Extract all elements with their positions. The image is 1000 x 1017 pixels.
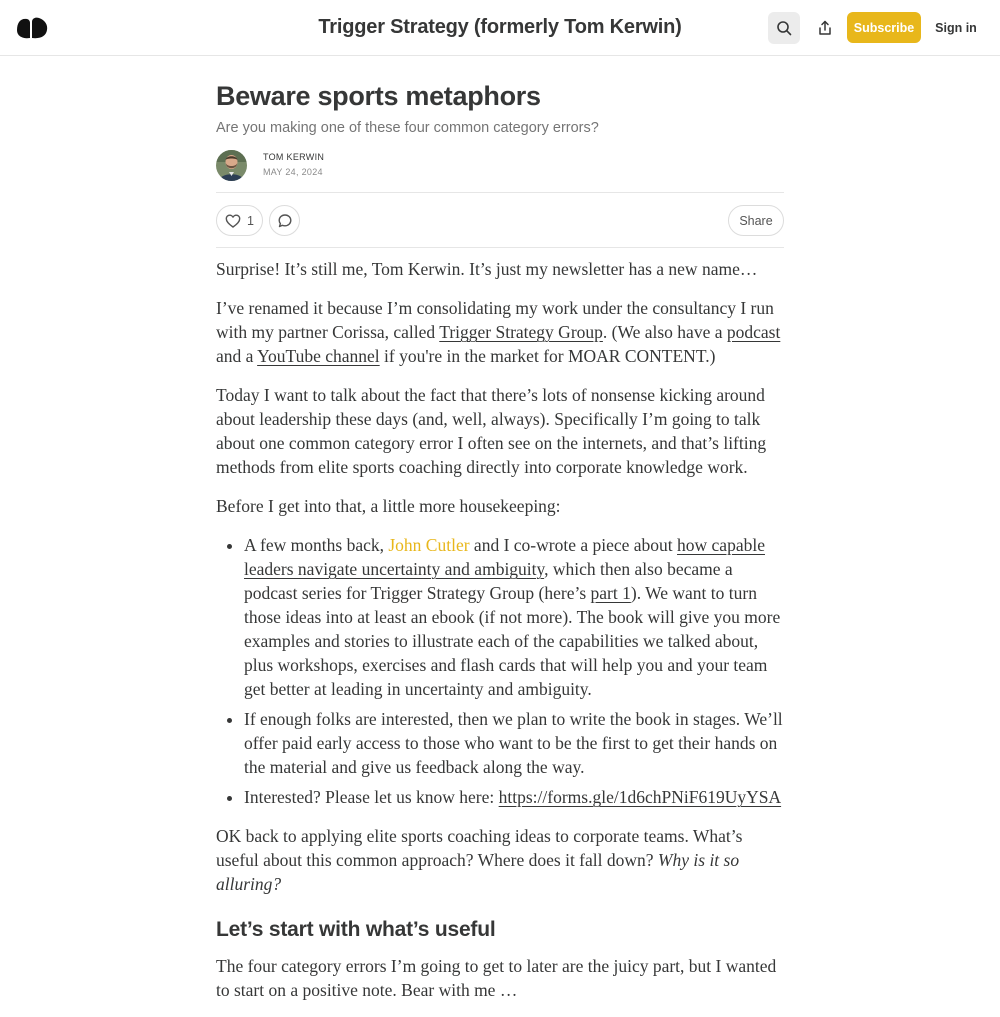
list-item	[244, 785, 784, 809]
post-date: MAY 24, 2024	[263, 167, 323, 177]
text: and a	[216, 346, 258, 366]
share-button[interactable]	[809, 12, 841, 44]
text: ). We want to turn those ideas into at least an ebook (if not more). The book will give you more examples and stories to illustrate each of the capabilities we talked about, plus workshops, exercises and flash cards that will help you and your team get better at leading in uncertainty and ambiguity.	[244, 583, 781, 699]
share-icon	[817, 20, 833, 36]
text: if you're in the market for MOAR CONTENT.)	[379, 346, 716, 366]
like-button[interactable]	[216, 205, 263, 236]
comment-icon	[277, 213, 293, 229]
post-actions-bar	[216, 192, 784, 248]
paragraph-4: Before I get into that, a little more housekeeping:	[216, 496, 561, 516]
post-title: Beware sports metaphors	[216, 81, 541, 111]
john-cutler-link[interactable]: John Cutler	[388, 535, 470, 555]
part-1-link[interactable]: part 1	[590, 583, 631, 603]
comment-button[interactable]	[269, 205, 300, 236]
author-avatar[interactable]	[216, 150, 247, 181]
paragraph-6: The four category errors I’m going to get to later are the juicy part, but I wanted to start on a positive note. Bear with me …	[216, 956, 777, 1000]
heart-icon	[225, 213, 241, 229]
subscribe-button[interactable]: Subscribe	[847, 12, 921, 43]
share-post-button[interactable]: Share	[728, 205, 784, 236]
search-button[interactable]	[768, 12, 800, 44]
text: , which then also became a podcast series for Trigger Strategy Group (here’s	[244, 559, 733, 603]
paragraph-3: Today I want to talk about the fact that there’s lots of nonsense kicking around about leadership these days (and, well, always). Specifically I’m going to talk about one common category error I often see on the internets, and that’s lifting methods from elite sports coaching directly into corporate knowledge work.	[216, 385, 767, 477]
author-name[interactable]: TOM KERWIN	[263, 152, 325, 162]
top-navigation-bar	[0, 0, 1000, 56]
text: OK back to applying elite sports coaching ideas to corporate teams. What’s useful about this common approach? Where does it fall down?	[216, 826, 743, 870]
text: A few months back,	[244, 535, 389, 555]
text: Interested? Please let us know here:	[244, 787, 499, 807]
publication-title[interactable]: Trigger Strategy (formerly Tom Kerwin)	[318, 16, 682, 38]
capable-leaders-link[interactable]: how capable leaders navigate uncertainty and ambiguity	[244, 535, 765, 579]
list-item: • If enough folks are interested, then we plan to write the book in stages. We’ll offer paid early access to those who want to be the first to get their hands on the material and give us feedback along the way.	[244, 707, 784, 779]
section-heading: Let’s start with what’s useful	[216, 918, 496, 941]
list-item	[244, 533, 784, 701]
podcast-link[interactable]: podcast	[726, 322, 781, 342]
post-body	[216, 257, 784, 1002]
housekeeping-list	[216, 533, 784, 809]
forms-link[interactable]: https://forms.gle/1d6chPNiF619UyYSA	[498, 787, 782, 807]
paragraph-5	[216, 824, 784, 896]
trigger-strategy-group-link[interactable]: Trigger Strategy Group	[439, 322, 603, 342]
sign-in-link[interactable]: Sign in	[935, 20, 977, 35]
text: I’ve renamed it because I’m consolidating my work under the consultancy I run with my partner Corissa, called	[216, 298, 774, 342]
search-icon	[776, 20, 792, 36]
byline	[216, 147, 784, 191]
publication-logo-icon[interactable]	[15, 16, 49, 40]
paragraph-1: Surprise! It’s still me, Tom Kerwin. It’s just my newsletter has a new name…	[216, 259, 758, 279]
text: and I co-wrote a piece about	[469, 535, 678, 555]
youtube-channel-link[interactable]: YouTube channel	[257, 346, 380, 366]
like-count: 1	[247, 213, 254, 228]
text: . (We also have a	[602, 322, 727, 342]
paragraph-2	[216, 296, 784, 368]
post-subtitle: Are you making one of these four common category errors?	[216, 120, 599, 136]
emphasis-text: Why is it so alluring?	[216, 850, 740, 894]
article	[216, 56, 784, 1017]
